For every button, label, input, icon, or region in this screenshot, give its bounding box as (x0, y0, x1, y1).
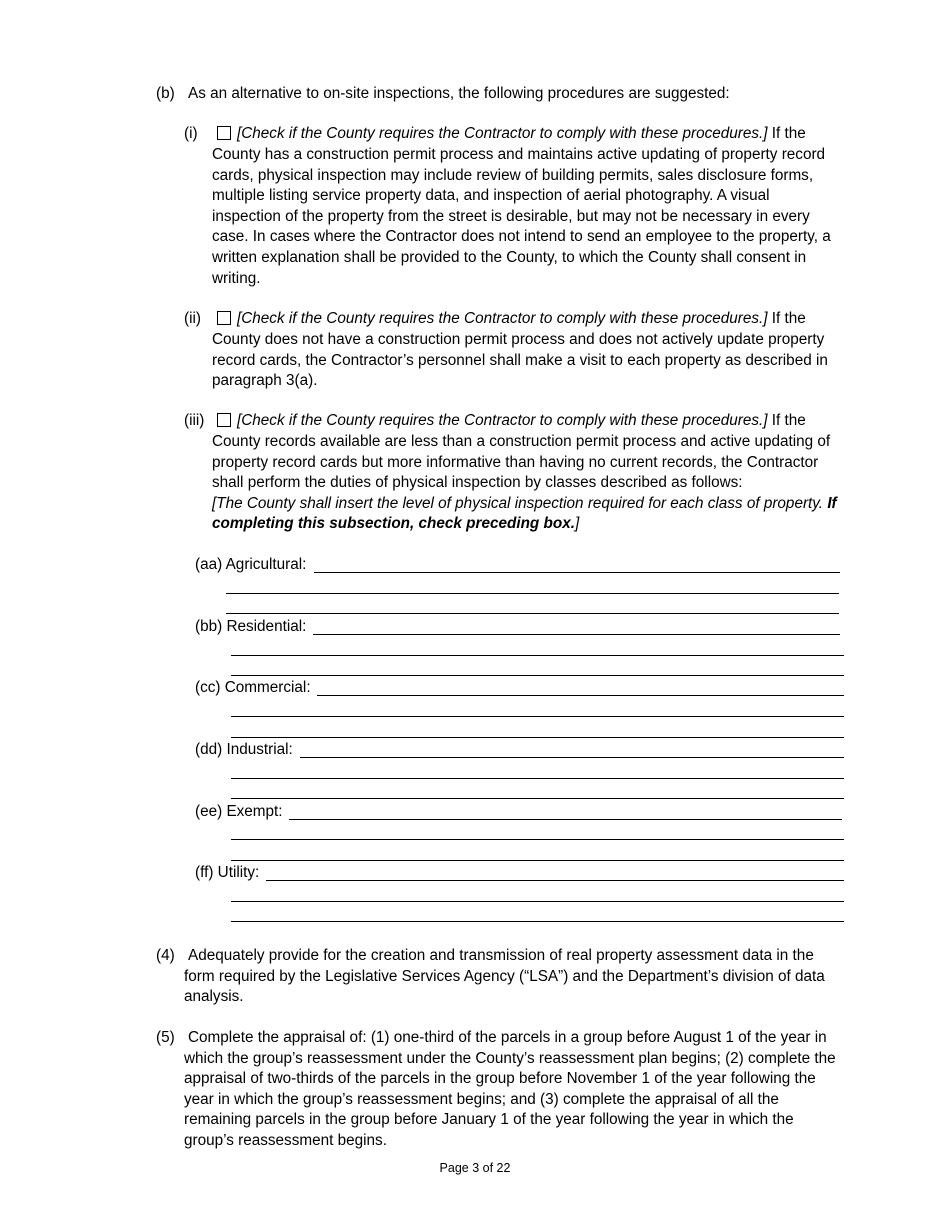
item-ii-first-line (217, 309, 806, 330)
commercial-input-line[interactable] (231, 737, 844, 738)
residential-input-line[interactable] (231, 675, 844, 676)
item-ii-instruction: [Check if the County requires the Contractor to comply with these procedures.] (237, 310, 768, 327)
item-5-line: year in which the group’s reassessment begins; and (3) complete the appraisal of all the (184, 1090, 779, 1108)
item-4-label: (4) (156, 947, 175, 964)
utility-input-line[interactable] (231, 901, 844, 902)
item-5-body (184, 1028, 836, 1152)
residential-input-line[interactable] (313, 634, 840, 635)
item-i-line: written explanation shall be provided to the County, to which the County shall consent in (212, 248, 807, 266)
procedure-i-checkbox[interactable] (217, 126, 231, 140)
item-5-line: Complete the appraisal of: (1) one-third of the parcels in a group before August 1 of the year in (188, 1029, 827, 1046)
item-i-lead: If the (771, 125, 806, 142)
class-agricultural-label: (aa) Agricultural: (195, 556, 307, 573)
exempt-input-line[interactable] (289, 819, 842, 820)
item-i-label: (i) (184, 125, 198, 142)
item-i-body (212, 145, 831, 289)
item-iii-first-line (217, 411, 806, 432)
residential-input-line[interactable] (231, 655, 844, 656)
class-commercial-label: (cc) Commercial: (195, 679, 311, 696)
item-iii-note-line-1 (212, 494, 837, 515)
agricultural-input-line[interactable] (226, 613, 839, 614)
item-iii-note-line-2 (212, 514, 837, 535)
item-4-line: analysis. (184, 988, 244, 1006)
class-exempt-label: (ee) Exempt: (195, 803, 283, 820)
item-ii-line: paragraph 3(a). (212, 372, 318, 390)
commercial-input-line[interactable] (317, 695, 844, 696)
item-i-line: inspection of the property from the street is desirable, but may not be necessary in every (212, 207, 810, 225)
item-ii-line: record cards, the Contractor’s personnel shall make a visit to each property as described in (212, 351, 828, 369)
item-iii-lead: If the (771, 412, 806, 429)
item-iii-line: property record cards but more informative than having no current records, the Contractor (212, 453, 819, 471)
item-i-first-line (217, 124, 806, 145)
item-iii-line: County records available are less than a construction permit process and active updating of (212, 433, 831, 450)
item-iii-line: shall perform the duties of physical inspection by classes described as follows: (212, 474, 743, 492)
item-i-line: case. In cases where the Contractor does not intend to send an employee to the property, a (212, 228, 831, 246)
class-utility-label: (ff) Utility: (195, 864, 260, 881)
item-ii-label: (ii) (184, 310, 201, 327)
item-ii-line: County does not have a construction permit process and does not actively update property (212, 331, 825, 348)
item-ii-body (212, 330, 828, 392)
exempt-input-line[interactable] (231, 839, 844, 840)
item-i-line: writing. (212, 269, 261, 287)
item-i-line: cards, physical inspection may include review of building permits, sales disclosure forms, (212, 166, 814, 184)
agricultural-input-line[interactable] (314, 572, 840, 573)
item-5-line: group’s reassessment begins. (184, 1131, 387, 1149)
class-industrial-label: (dd) Industrial: (195, 741, 293, 758)
note-emphasis: completing this subsection, check preceding box. (212, 515, 575, 533)
class-residential-label: (bb) Residential: (195, 618, 307, 635)
item-iii-label: (iii) (184, 412, 205, 429)
utility-input-line[interactable] (266, 880, 844, 881)
commercial-input-line[interactable] (231, 716, 844, 717)
item-b-text: As an alternative to on-site inspections, the following procedures are suggested: (188, 85, 730, 102)
item-iii-instruction: [Check if the County requires the Contractor to comply with these procedures.] (237, 412, 768, 429)
item-i-line: County has a construction permit process and maintains active updating of property record (212, 146, 826, 163)
agricultural-input-line[interactable] (226, 593, 839, 594)
procedure-ii-checkbox[interactable] (217, 311, 231, 325)
exempt-input-line[interactable] (231, 860, 844, 861)
item-i-line: multiple listing service property data, and inspection of aerial photography. A visual (212, 187, 770, 205)
item-5-label: (5) (156, 1029, 175, 1046)
item-ii-lead: If the (771, 310, 806, 327)
item-5-line: remaining parcels in the group before January 1 of the year following the year in which the (184, 1111, 794, 1129)
page-number: Page 3 of 22 (439, 1161, 511, 1175)
industrial-input-line[interactable] (231, 798, 844, 799)
utility-input-line[interactable] (231, 921, 844, 922)
item-4-body (184, 946, 825, 1008)
item-b-label: (b) (156, 85, 175, 102)
item-5-line: which the group’s reassessment under the County’s reassessment plan begins; (2) complete the (184, 1049, 836, 1067)
industrial-input-line[interactable] (231, 778, 844, 779)
item-i-instruction: [Check if the County requires the Contractor to comply with these procedures.] (237, 125, 768, 142)
procedure-iii-checkbox[interactable] (217, 413, 231, 427)
note-bracket: ] (574, 515, 580, 533)
note-emphasis: If (827, 494, 837, 512)
note-instruction: [The County shall insert the level of physical inspection required for each class of property. (212, 494, 824, 512)
item-5-line: appraisal of two-thirds of the parcels in the group before November 1 of the year following the (184, 1070, 816, 1088)
item-4-line: form required by the Legislative Services Agency (“LSA”) and the Department’s division of data (184, 967, 825, 985)
item-iii-body (212, 432, 837, 535)
item-4-line: Adequately provide for the creation and transmission of real property assessment data in the (188, 947, 814, 964)
industrial-input-line[interactable] (300, 757, 844, 758)
